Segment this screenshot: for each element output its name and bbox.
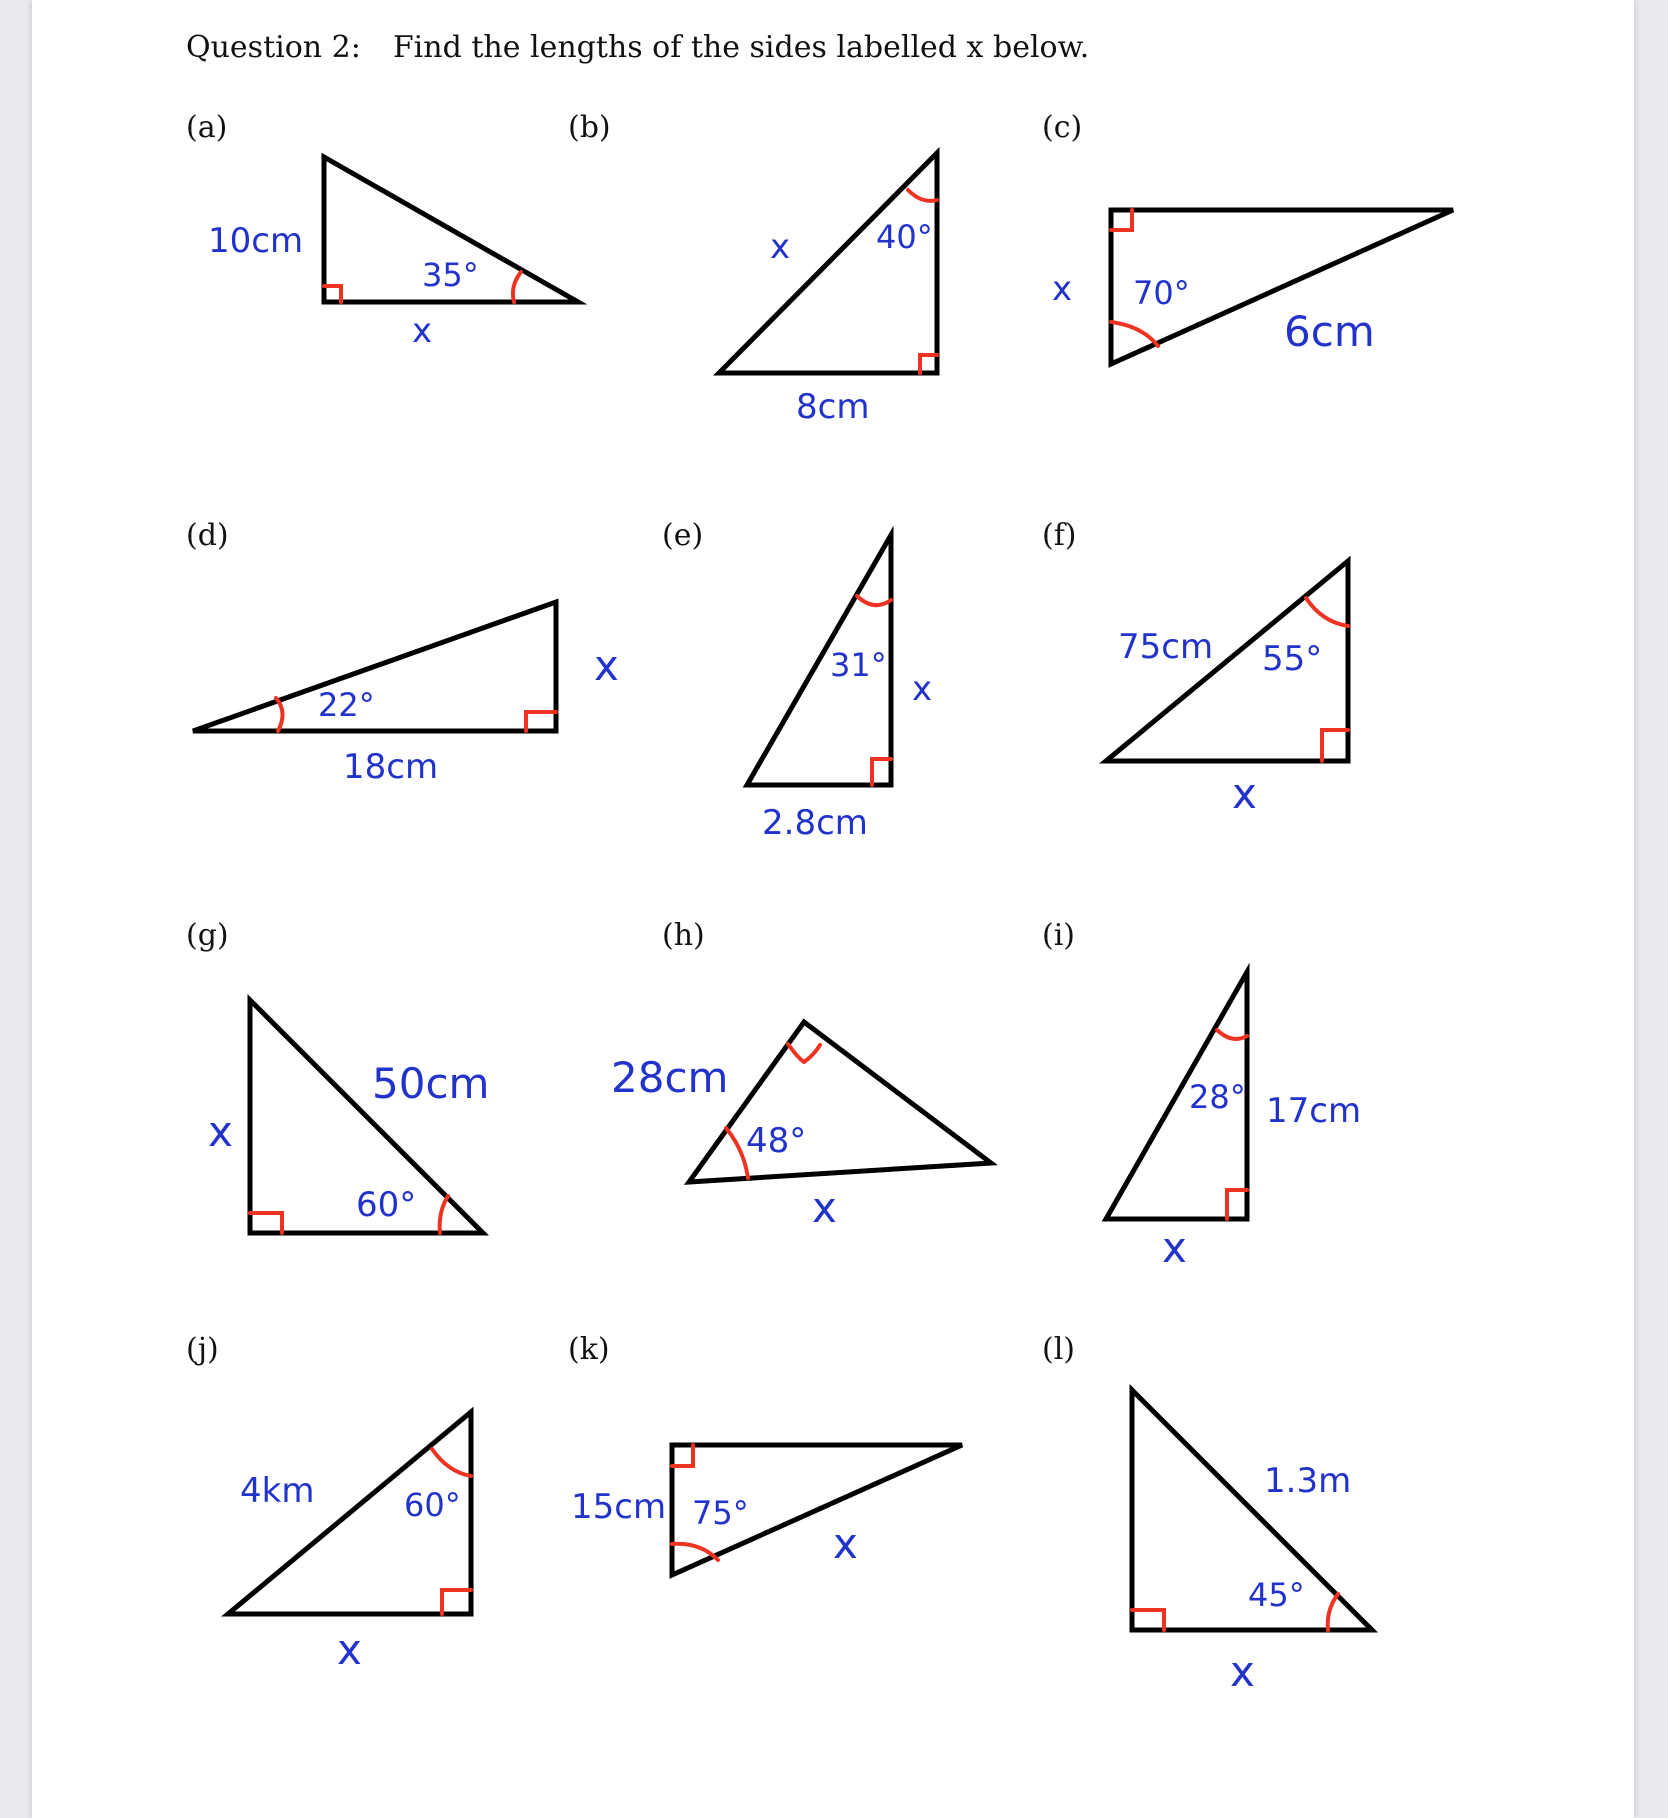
triangle-l-right-angle-mark (1132, 1610, 1164, 1630)
part-label-j: (j) (186, 1332, 219, 1367)
triangle-a-angle-label: 35° (422, 256, 479, 294)
triangle-g (208, 1000, 489, 1233)
triangle-a (208, 157, 578, 351)
triangle-f-unknown-label: x (1232, 769, 1257, 818)
triangle-k-angle-label: 75° (692, 1494, 749, 1532)
triangle-g-angle-mark (440, 1196, 448, 1233)
triangle-g-angle-label: 60° (356, 1185, 417, 1225)
triangle-d-side-label: 18cm (343, 747, 439, 787)
triangle-i-side-label: 17cm (1266, 1091, 1362, 1131)
part-label-l: (l) (1042, 1332, 1076, 1367)
question-instruction: Find the lengths of the sides labelled x below. (392, 30, 1090, 65)
triangle-l-angle-mark (1328, 1594, 1338, 1630)
part-label-c: (c) (1042, 110, 1083, 145)
triangle-e-unknown-label: x (912, 669, 933, 709)
triangle-d-unknown-label: x (594, 641, 619, 690)
triangle-i (1106, 972, 1361, 1272)
triangle-b (719, 153, 937, 427)
part-label-f: (f) (1042, 518, 1077, 553)
triangle-f (1106, 561, 1348, 818)
question-number: Question 2: (186, 30, 361, 65)
triangle-l-unknown-label: x (1230, 1647, 1255, 1696)
triangle-h-right-angle-mark (788, 1044, 820, 1062)
triangle-b-angle-label: 40° (876, 218, 933, 256)
triangle-i-angle-mark (1217, 1030, 1247, 1039)
triangle-c-angle-label: 70° (1133, 274, 1190, 312)
triangle-d-right-angle-mark (526, 712, 556, 731)
triangle-l (1132, 1390, 1372, 1696)
part-label-k: (k) (568, 1332, 610, 1367)
triangle-h-angle-mark (726, 1128, 748, 1178)
triangle-d-angle-label: 22° (318, 686, 375, 724)
part-label-b: (b) (568, 110, 611, 145)
triangle-g-right-angle-mark (250, 1213, 282, 1233)
triangle-b-outline (719, 153, 937, 373)
part-label-a: (a) (186, 110, 228, 145)
triangle-i-unknown-label: x (1162, 1223, 1187, 1272)
triangle-c (1052, 210, 1453, 364)
triangle-b-unknown-label: x (770, 227, 791, 267)
triangle-a-angle-mark (513, 272, 521, 302)
triangle-a-unknown-label: x (412, 311, 433, 351)
triangle-b-side-label: 8cm (796, 387, 870, 427)
triangle-j-angle-mark (432, 1449, 471, 1476)
triangle-h (611, 1022, 991, 1232)
triangle-i-angle-label: 28° (1189, 1078, 1246, 1116)
triangle-c-angle-mark (1111, 322, 1158, 346)
triangle-f-angle-mark (1306, 598, 1348, 626)
triangle-c-unknown-label: x (1052, 269, 1073, 309)
triangle-f-angle-label: 55° (1262, 639, 1323, 679)
triangle-h-outline (689, 1022, 991, 1182)
triangle-c-side-label: 6cm (1284, 307, 1375, 356)
triangle-a-side-label: 10cm (208, 221, 304, 261)
triangle-figures (32, 0, 1634, 1818)
triangle-j-angle-label: 60° (404, 1486, 461, 1524)
triangle-j-unknown-label: x (337, 1625, 362, 1674)
worksheet-page (32, 0, 1634, 1818)
triangle-e-angle-mark (857, 596, 891, 605)
triangle-l-angle-label: 45° (1248, 1576, 1305, 1614)
triangle-f-side-label: 75cm (1118, 627, 1214, 667)
triangle-k (571, 1445, 962, 1575)
triangle-i-right-angle-mark (1227, 1190, 1247, 1219)
triangle-j (228, 1412, 471, 1674)
triangle-h-angle-label: 48° (746, 1121, 807, 1161)
triangle-g-unknown-label: x (208, 1107, 233, 1156)
triangle-k-unknown-label: x (833, 1519, 858, 1568)
triangle-e-side-label: 2.8cm (762, 803, 868, 843)
part-label-e: (e) (662, 518, 704, 553)
triangle-c-right-angle-mark (1111, 210, 1132, 230)
part-label-h: (h) (662, 918, 705, 953)
triangle-e-angle-label: 31° (830, 646, 887, 684)
triangle-h-side-label: 28cm (611, 1053, 729, 1102)
triangle-b-angle-mark (908, 190, 937, 201)
triangle-e (747, 535, 932, 843)
triangle-e-right-angle-mark (872, 759, 891, 785)
triangle-k-side-label: 15cm (571, 1487, 667, 1527)
triangle-d (193, 602, 619, 787)
part-label-d: (d) (186, 518, 229, 553)
triangle-k-right-angle-mark (672, 1445, 693, 1466)
triangle-j-side-label: 4km (240, 1471, 315, 1511)
triangle-h-unknown-label: x (812, 1183, 837, 1232)
triangle-g-side-label: 50cm (372, 1059, 490, 1108)
part-label-g: (g) (186, 918, 229, 953)
triangle-f-right-angle-mark (1322, 730, 1348, 761)
triangle-j-right-angle-mark (442, 1590, 471, 1614)
part-label-i: (i) (1042, 918, 1076, 953)
triangle-l-side-label: 1.3m (1264, 1461, 1352, 1501)
triangle-b-right-angle-mark (920, 355, 937, 373)
